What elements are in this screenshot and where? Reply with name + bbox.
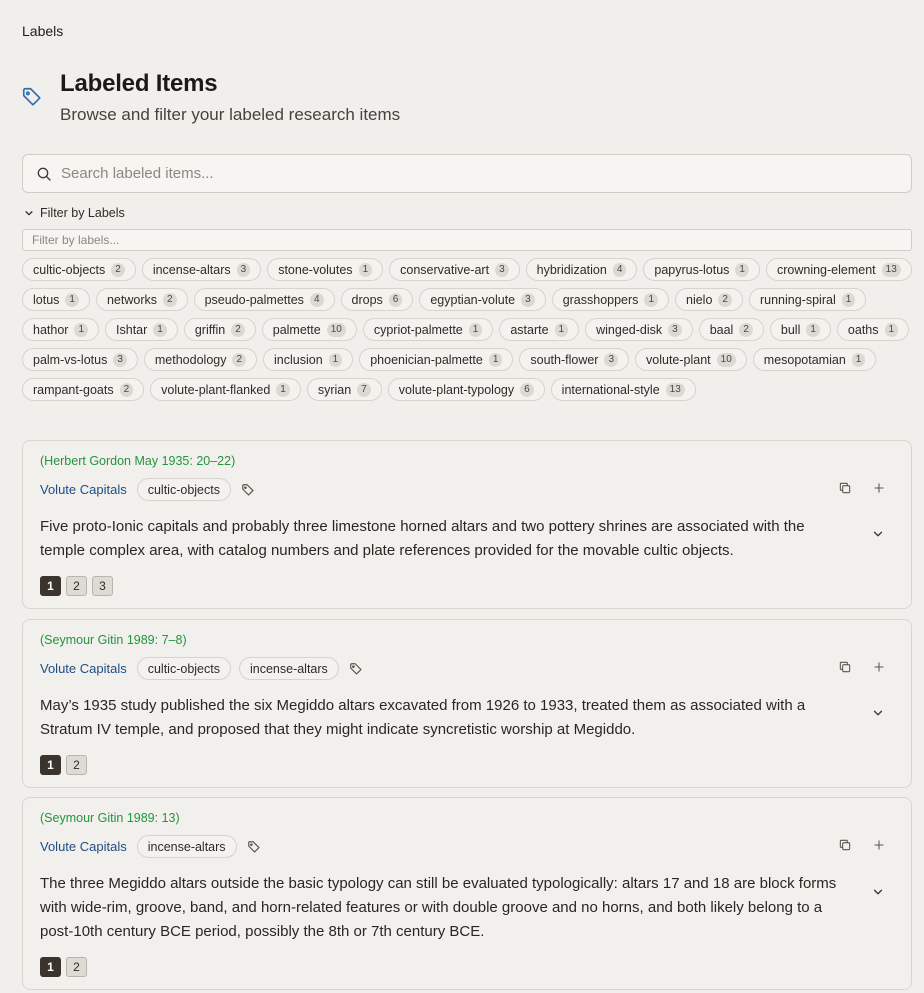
plus-icon[interactable] bbox=[872, 660, 886, 674]
label-chip-name: networks bbox=[106, 292, 157, 307]
page-selector bbox=[40, 755, 87, 775]
label-chip[interactable] bbox=[144, 348, 257, 371]
labeled-item-card bbox=[22, 440, 912, 609]
copy-icon[interactable] bbox=[838, 481, 852, 495]
label-chip-name: winged-disk bbox=[596, 322, 663, 337]
item-source-link[interactable]: Volute Capitals bbox=[40, 839, 127, 854]
label-chip-name: griffin bbox=[194, 322, 226, 337]
label-chip[interactable] bbox=[359, 348, 513, 371]
label-chip[interactable] bbox=[142, 258, 261, 281]
label-chip-count: 1 bbox=[842, 293, 856, 307]
label-chip[interactable] bbox=[643, 258, 760, 281]
page-button[interactable]: 1 bbox=[40, 957, 61, 977]
item-label-tag[interactable]: incense-altars bbox=[137, 835, 237, 858]
chevron-down-icon[interactable] bbox=[871, 885, 885, 899]
label-chip-count: 2 bbox=[231, 323, 245, 337]
label-chip[interactable] bbox=[585, 318, 693, 341]
label-chip-count: 1 bbox=[806, 323, 820, 337]
tag-icon bbox=[21, 86, 43, 108]
label-chip-name: nielo bbox=[686, 292, 713, 307]
breadcrumb: Labels bbox=[22, 23, 64, 39]
chevron-down-icon[interactable] bbox=[871, 527, 885, 541]
page-button[interactable]: 3 bbox=[92, 576, 113, 596]
label-chip[interactable] bbox=[389, 258, 520, 281]
item-citation: (Seymour Gitin 1989: 13) bbox=[40, 811, 180, 825]
label-chip-name: drops bbox=[351, 292, 383, 307]
label-chip-name: astarte bbox=[510, 322, 549, 337]
label-chip[interactable] bbox=[263, 348, 353, 371]
label-chip-name: south-flower bbox=[530, 352, 599, 367]
label-chip-count: 1 bbox=[276, 383, 290, 397]
label-chip-name: inclusion bbox=[274, 352, 323, 367]
label-chip[interactable] bbox=[675, 288, 743, 311]
page-title: Labeled Items bbox=[60, 70, 218, 97]
label-chip-name: egyptian-volute bbox=[430, 292, 516, 307]
label-chip-count: 1 bbox=[329, 353, 343, 367]
label-chip-count: 1 bbox=[735, 263, 749, 277]
label-chip-count: 1 bbox=[74, 323, 88, 337]
label-chip-count: 6 bbox=[520, 383, 534, 397]
label-chip-name: volute-plant-flanked bbox=[161, 382, 271, 397]
label-chip[interactable] bbox=[341, 288, 414, 311]
label-chip-count: 4 bbox=[310, 293, 324, 307]
page-button[interactable]: 2 bbox=[66, 957, 87, 977]
label-chip[interactable] bbox=[419, 288, 545, 311]
filter-by-labels-toggle[interactable] bbox=[24, 206, 125, 220]
label-chip-count: 10 bbox=[327, 323, 346, 337]
label-chip[interactable] bbox=[837, 318, 909, 341]
page-button[interactable]: 1 bbox=[40, 576, 61, 596]
label-chip-name: international-style bbox=[561, 382, 660, 397]
label-chip-name: phoenician-palmette bbox=[370, 352, 483, 367]
page-button[interactable]: 2 bbox=[66, 576, 87, 596]
add-label-icon[interactable] bbox=[349, 662, 363, 676]
label-chip[interactable] bbox=[363, 318, 494, 341]
label-chip[interactable] bbox=[635, 348, 747, 371]
chevron-down-icon[interactable] bbox=[871, 706, 885, 720]
label-chip[interactable] bbox=[262, 318, 357, 341]
page-selector bbox=[40, 576, 113, 596]
label-chip-count: 2 bbox=[111, 263, 125, 277]
label-chip[interactable] bbox=[150, 378, 301, 401]
chevron-down-icon bbox=[24, 208, 34, 218]
label-chip-count: 2 bbox=[739, 323, 753, 337]
search-input[interactable] bbox=[61, 155, 901, 192]
label-chip-name: papyrus-lotus bbox=[654, 262, 730, 277]
add-label-icon[interactable] bbox=[241, 483, 255, 497]
plus-icon[interactable] bbox=[872, 838, 886, 852]
copy-icon[interactable] bbox=[838, 660, 852, 674]
label-chip[interactable] bbox=[96, 288, 188, 311]
label-chip[interactable] bbox=[194, 288, 335, 311]
label-chip[interactable] bbox=[753, 348, 877, 371]
label-chip-name: stone-volutes bbox=[278, 262, 353, 277]
plus-icon[interactable] bbox=[872, 481, 886, 495]
item-text: Five proto-Ionic capitals and probably three limestone horned altars and two pottery shrines are associated with the temple complex area, with catalog numbers and plate references provided for the movable cultic objects. bbox=[40, 518, 805, 559]
item-citation: (Herbert Gordon May 1935: 20–22) bbox=[40, 454, 236, 468]
label-chip[interactable] bbox=[22, 348, 138, 371]
label-chip-name: oaths bbox=[847, 322, 879, 337]
label-chip-name: grasshoppers bbox=[562, 292, 639, 307]
label-chip[interactable] bbox=[22, 258, 136, 281]
item-label-tag[interactable]: incense-altars bbox=[239, 657, 339, 680]
filter-toggle-label: Filter by Labels bbox=[40, 206, 125, 220]
item-citation: (Seymour Gitin 1989: 7–8) bbox=[40, 633, 187, 647]
label-chip-count: 1 bbox=[885, 323, 899, 337]
label-chip-name: running-spiral bbox=[759, 292, 836, 307]
label-chip-name: syrian bbox=[317, 382, 352, 397]
label-chip-name: Ishtar bbox=[116, 322, 148, 337]
copy-icon[interactable] bbox=[838, 838, 852, 852]
label-chip[interactable] bbox=[499, 318, 579, 341]
label-chip-count: 2 bbox=[120, 383, 134, 397]
labeled-item-card bbox=[22, 619, 912, 788]
label-filter-input[interactable] bbox=[23, 230, 911, 250]
search-bar bbox=[22, 154, 912, 193]
item-source-link[interactable]: Volute Capitals bbox=[40, 661, 127, 676]
label-chip-name: cypriot-palmette bbox=[373, 322, 463, 337]
label-chip-count: 3 bbox=[668, 323, 682, 337]
label-chip[interactable] bbox=[551, 378, 696, 401]
label-chip-list bbox=[22, 258, 914, 401]
label-chip-count: 13 bbox=[666, 383, 685, 397]
label-chip-count: 1 bbox=[65, 293, 79, 307]
item-label-tag[interactable]: cultic-objects bbox=[137, 478, 231, 501]
label-chip-count: 1 bbox=[359, 263, 373, 277]
label-chip-count: 2 bbox=[718, 293, 732, 307]
label-chip-name: incense-altars bbox=[152, 262, 231, 277]
label-chip[interactable] bbox=[388, 378, 545, 401]
label-chip-name: cultic-objects bbox=[33, 262, 106, 277]
label-chip[interactable] bbox=[105, 318, 178, 341]
label-chip-count: 1 bbox=[555, 323, 569, 337]
label-chip[interactable] bbox=[519, 348, 629, 371]
item-label-tag[interactable]: cultic-objects bbox=[137, 657, 231, 680]
label-chip[interactable] bbox=[749, 288, 866, 311]
item-label-row bbox=[40, 657, 363, 680]
label-chip-name: hathor bbox=[33, 322, 69, 337]
item-source-link[interactable]: Volute Capitals bbox=[40, 482, 127, 497]
label-chip-name: methodology bbox=[154, 352, 227, 367]
search-icon bbox=[36, 166, 52, 182]
label-chip[interactable] bbox=[699, 318, 764, 341]
label-chip-count: 7 bbox=[357, 383, 371, 397]
label-chip-name: palmette bbox=[272, 322, 321, 337]
labeled-item-card bbox=[22, 797, 912, 990]
label-chip-count: 1 bbox=[153, 323, 167, 337]
item-text: The three Megiddo altars outside the basic typology can still be evaluated typologically: altars 17 and 18 are block forms with wide-rim, groove, band, and horn-related features or with double groove and no horns, and both likely belong to a post-10th century BCE period, possibly the 8th or 7th century BCE. bbox=[40, 875, 837, 940]
label-chip[interactable] bbox=[267, 258, 383, 281]
label-chip-count: 1 bbox=[489, 353, 503, 367]
label-chip[interactable] bbox=[184, 318, 256, 341]
label-chip[interactable] bbox=[552, 288, 669, 311]
label-filter-field bbox=[22, 229, 912, 251]
item-text: May’s 1935 study published the six Megiddo altars excavated from 1926 to 1933, treated them as associated with a Stratum IV temple, and proposed that they might indicate syncretistic worship at Megiddo. bbox=[40, 697, 806, 738]
label-chip-count: 4 bbox=[613, 263, 627, 277]
item-label-row bbox=[40, 835, 261, 858]
label-chip[interactable] bbox=[307, 378, 382, 401]
label-chip[interactable] bbox=[526, 258, 638, 281]
label-chip-name: volute-plant bbox=[646, 352, 711, 367]
label-chip-name: pseudo-palmettes bbox=[204, 292, 304, 307]
label-chip-name: baal bbox=[709, 322, 734, 337]
label-chip-count: 3 bbox=[604, 353, 618, 367]
item-label-row bbox=[40, 478, 255, 501]
label-chip-name: conservative-art bbox=[400, 262, 490, 277]
label-chip-name: hybridization bbox=[536, 262, 607, 277]
label-chip-count: 3 bbox=[521, 293, 535, 307]
label-chip-name: crowning-element bbox=[776, 262, 876, 277]
label-chip-name: palm-vs-lotus bbox=[33, 352, 108, 367]
label-chip[interactable] bbox=[770, 318, 831, 341]
page-button[interactable]: 1 bbox=[40, 755, 61, 775]
label-chip-count: 6 bbox=[389, 293, 403, 307]
page-selector bbox=[40, 957, 87, 977]
page-button[interactable]: 2 bbox=[66, 755, 87, 775]
label-chip-count: 1 bbox=[644, 293, 658, 307]
label-chip[interactable] bbox=[22, 288, 90, 311]
label-chip-name: mesopotamian bbox=[763, 352, 846, 367]
label-chip-name: lotus bbox=[33, 292, 60, 307]
label-chip-name: rampant-goats bbox=[33, 382, 114, 397]
label-chip-count: 1 bbox=[852, 353, 866, 367]
label-chip-count: 10 bbox=[717, 353, 736, 367]
label-chip[interactable] bbox=[766, 258, 912, 281]
label-chip-count: 3 bbox=[237, 263, 251, 277]
label-chip-count: 13 bbox=[882, 263, 901, 277]
label-chip-count: 1 bbox=[469, 323, 483, 337]
label-chip-count: 2 bbox=[163, 293, 177, 307]
label-chip[interactable] bbox=[22, 318, 99, 341]
label-chip-count: 3 bbox=[495, 263, 509, 277]
page-subtitle: Browse and filter your labeled research items bbox=[60, 105, 401, 124]
label-chip-count: 3 bbox=[113, 353, 127, 367]
add-label-icon[interactable] bbox=[247, 840, 261, 854]
label-chip-count: 2 bbox=[232, 353, 246, 367]
label-chip[interactable] bbox=[22, 378, 144, 401]
label-chip-name: volute-plant-typology bbox=[398, 382, 515, 397]
label-chip-name: bull bbox=[780, 322, 801, 337]
